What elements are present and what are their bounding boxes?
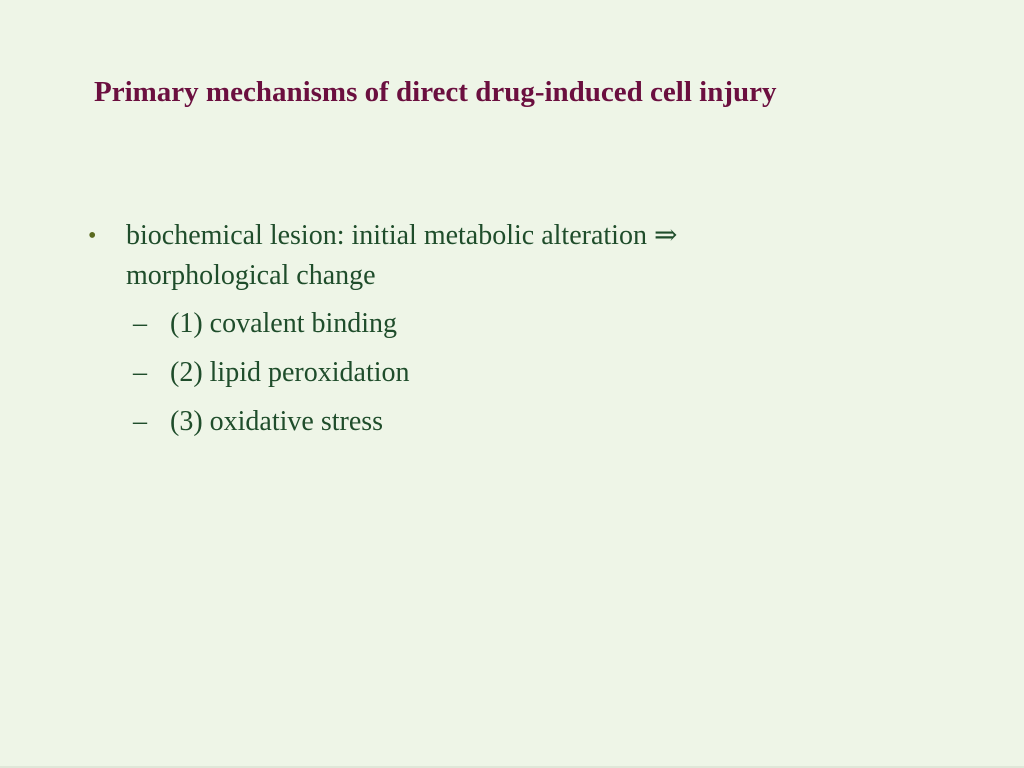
sub-bullet-text-covalent-binding: (1) covalent binding xyxy=(170,308,398,339)
slide-title: Primary mechanisms of direct drug-induced cell injury xyxy=(94,76,777,108)
dash-icon: – xyxy=(133,357,147,388)
sub-bullet-item xyxy=(133,353,928,393)
main-bullet-line-2: morphological change xyxy=(126,260,376,291)
main-bullet-item xyxy=(88,216,928,296)
sub-bullet-text-lipid-peroxidation: (2) lipid peroxidation xyxy=(170,357,410,388)
dash-icon: – xyxy=(133,406,147,437)
dash-icon: – xyxy=(133,308,147,339)
main-bullet-text xyxy=(126,216,826,296)
bullet-icon: • xyxy=(88,223,97,249)
sub-bullet-item xyxy=(133,304,928,344)
slide-body xyxy=(88,216,928,451)
main-bullet-line-1: biochemical lesion: initial metabolic alteration ⇒ xyxy=(126,220,678,251)
sub-bullet-text-oxidative-stress: (3) oxidative stress xyxy=(170,406,384,437)
sub-bullet-list xyxy=(133,304,928,442)
sub-bullet-item xyxy=(133,402,928,442)
